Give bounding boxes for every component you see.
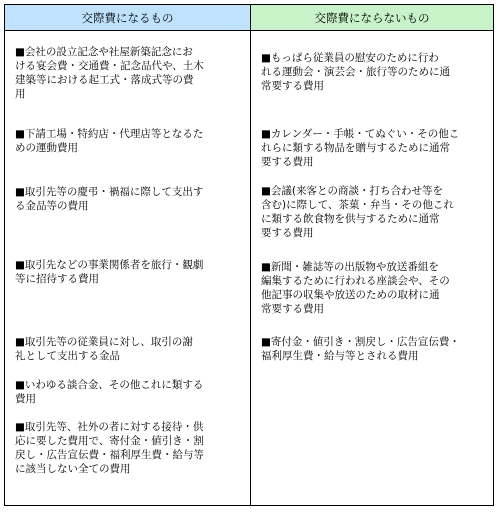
right-item: ■カレンダー・手帳・てぬぐい・その他こ れらに類する物品を贈与するために通常 要する費用 — [261, 128, 460, 168]
expense-table — [4, 4, 494, 506]
right-item: ■寄付金・値引き・割戻し・広告宣伝費・ 福利厚生費・給与等とされる費用 — [261, 336, 460, 362]
left-item: ■いわゆる談合金、その他これに類する 費用 — [15, 379, 204, 405]
left-item: ■取引先等の従業員に対し、取引の謝 礼として支出する金品 — [15, 336, 193, 362]
left-item: ■下請工場・特約店・代理店等となるた めの運動費用 — [15, 128, 204, 154]
left-item: ■取引先等の慶弔・禍福に際して支出す る金品等の費用 — [15, 186, 204, 212]
right-item: ■新聞・雑誌等の出版物や放送番組を 編集するために行われる座談会や、その 他記事の収集や放送のための取材に通 常要する費用 — [261, 261, 450, 315]
left-item: ■会社の設立記念や社屋新築記念にお ける宴会費・交通費・記念品代や、土木 建築等における起工式・落成式等の費 用 — [15, 46, 204, 100]
right-item: ■もっぱら従業員の慰安のために行わ れる運動会・演芸会・旅行等のために通 常要する費用 — [261, 52, 450, 92]
right-item: ■会議(来客との商談・打ち合わせ等を 含む)に際して、茶菓・弁当・その他これ に類する飲食物を供与するために通常 要する費用 — [261, 185, 454, 239]
left-item: ■取引先などの事業関係者を旅行・観劇 等に招待する費用 — [15, 259, 204, 285]
column-divider — [250, 5, 251, 505]
left-item: ■取引先等、社外の者に対する接待・供 応に要した費用で、寄付金・値引き・割 戻し・広告宣伝費・福利厚生費・給与等 に該当しない全ての費用 — [15, 421, 204, 475]
header-entertainment-expenses: 交際費になるもの — [5, 5, 250, 31]
header-non-entertainment-expenses: 交際費にならないもの — [251, 5, 493, 31]
